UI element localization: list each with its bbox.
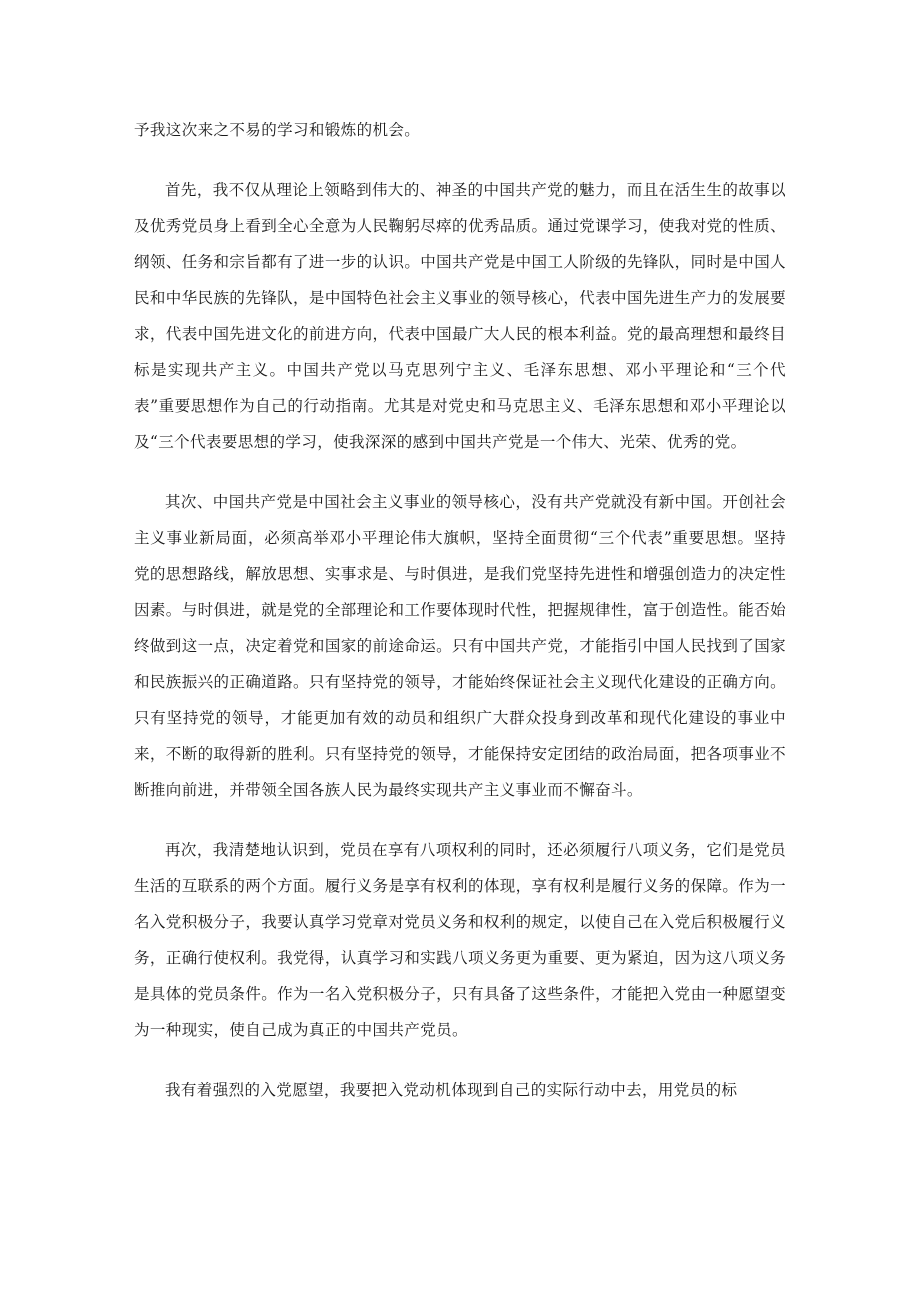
paragraph-gap	[134, 808, 786, 832]
paragraph-fourth: 我有着强烈的入党愿望，我要把入党动机体现到自己的实际行动中去，用党员的标	[165, 1081, 738, 1099]
paragraph-second: 其次、中国共产党是中国社会主义事业的领导核心，没有共产党就没有新中国。开创社会主义事业新局面，必须高举邓小平理论伟大旗帜，坚持全面贯彻“三个代表”重要思想。坚持党的思想路线，解放思想、实事求是、与时俱进，是我们党坚持先进性和增强创造力的决定性因素。与时俱进，就是党的全部理论和工作要体现时代性，把握规律性，富于创造性。能否始终做到这一点，决定着党和国家的前途命运。只有中国共产党，才能指引中国人民找到了国家和民族振兴的正确道路。只有坚持党的领导，才能始终保证社会主义现代化建设的正确方向。只有坚持党的领导，才能更加有效的动员和组织广大群众投身到改革和现代化建设的事业中来，不断的取得新的胜利。只有坚持党的领导，才能保持安定团结的政治局面，把各项事业不断推向前进，并带领全国各族人民为最终实现共产主义事业而不懈奋斗。	[134, 493, 786, 799]
paragraph-third: 再次，我清楚地认识到，党员在享有八项权利的同时，还必须履行八项义务，它们是党员生活的互联系的两个方面。履行义务是享有权利的体现，享有权利是履行义务的保障。作为一名入党积极分子，我要认真学习党章对党员义务和权利的规定，以使自己在入党后积极履行义务，正确行使权利。我党得，认真学习和实践八项义务更为重要、更为紧迫，因为这八项义务是具体的党员条件。作为一名入党积极分子，只有具备了这些条件，才能把入党由一种愿望变为一种现实，使自己成为真正的中国共产党员。	[134, 841, 786, 1039]
paragraph-gap	[134, 460, 786, 484]
document-body	[134, 112, 786, 1108]
paragraph-gap	[134, 1048, 786, 1072]
paragraph-continuation: 予我这次来之不易的学习和锻炼的机会。	[134, 121, 421, 139]
paragraph-gap	[134, 148, 786, 172]
paragraph-first: 首先，我不仅从理论上领略到伟大的、神圣的中国共产党的魅力，而且在活生生的故事以及优秀党员身上看到全心全意为人民鞠躬尽瘁的优秀品质。通过党课学习，使我对党的性质、纲领、任务和宗旨都有了进一步的认识。中国共产党是中国工人阶级的先锋队，同时是中国人民和中华民族的先锋队，是中国特色社会主义事业的领导核心，代表中国先进生产力的发展要求，代表中国先进文化的前进方向，代表中国最广大人民的根本利益。党的最高理想和最终目标是实现共产主义。中国共产党以马克思列宁主义、毛泽东思想、邓小平理论和“三个代表”重要思想作为自己的行动指南。尤其是对党史和马克思主义、毛泽东思想和邓小平理论以及“三个代表要思想的学习，使我深深的感到中国共产党是一个伟大、光荣、优秀的党。	[134, 181, 786, 451]
